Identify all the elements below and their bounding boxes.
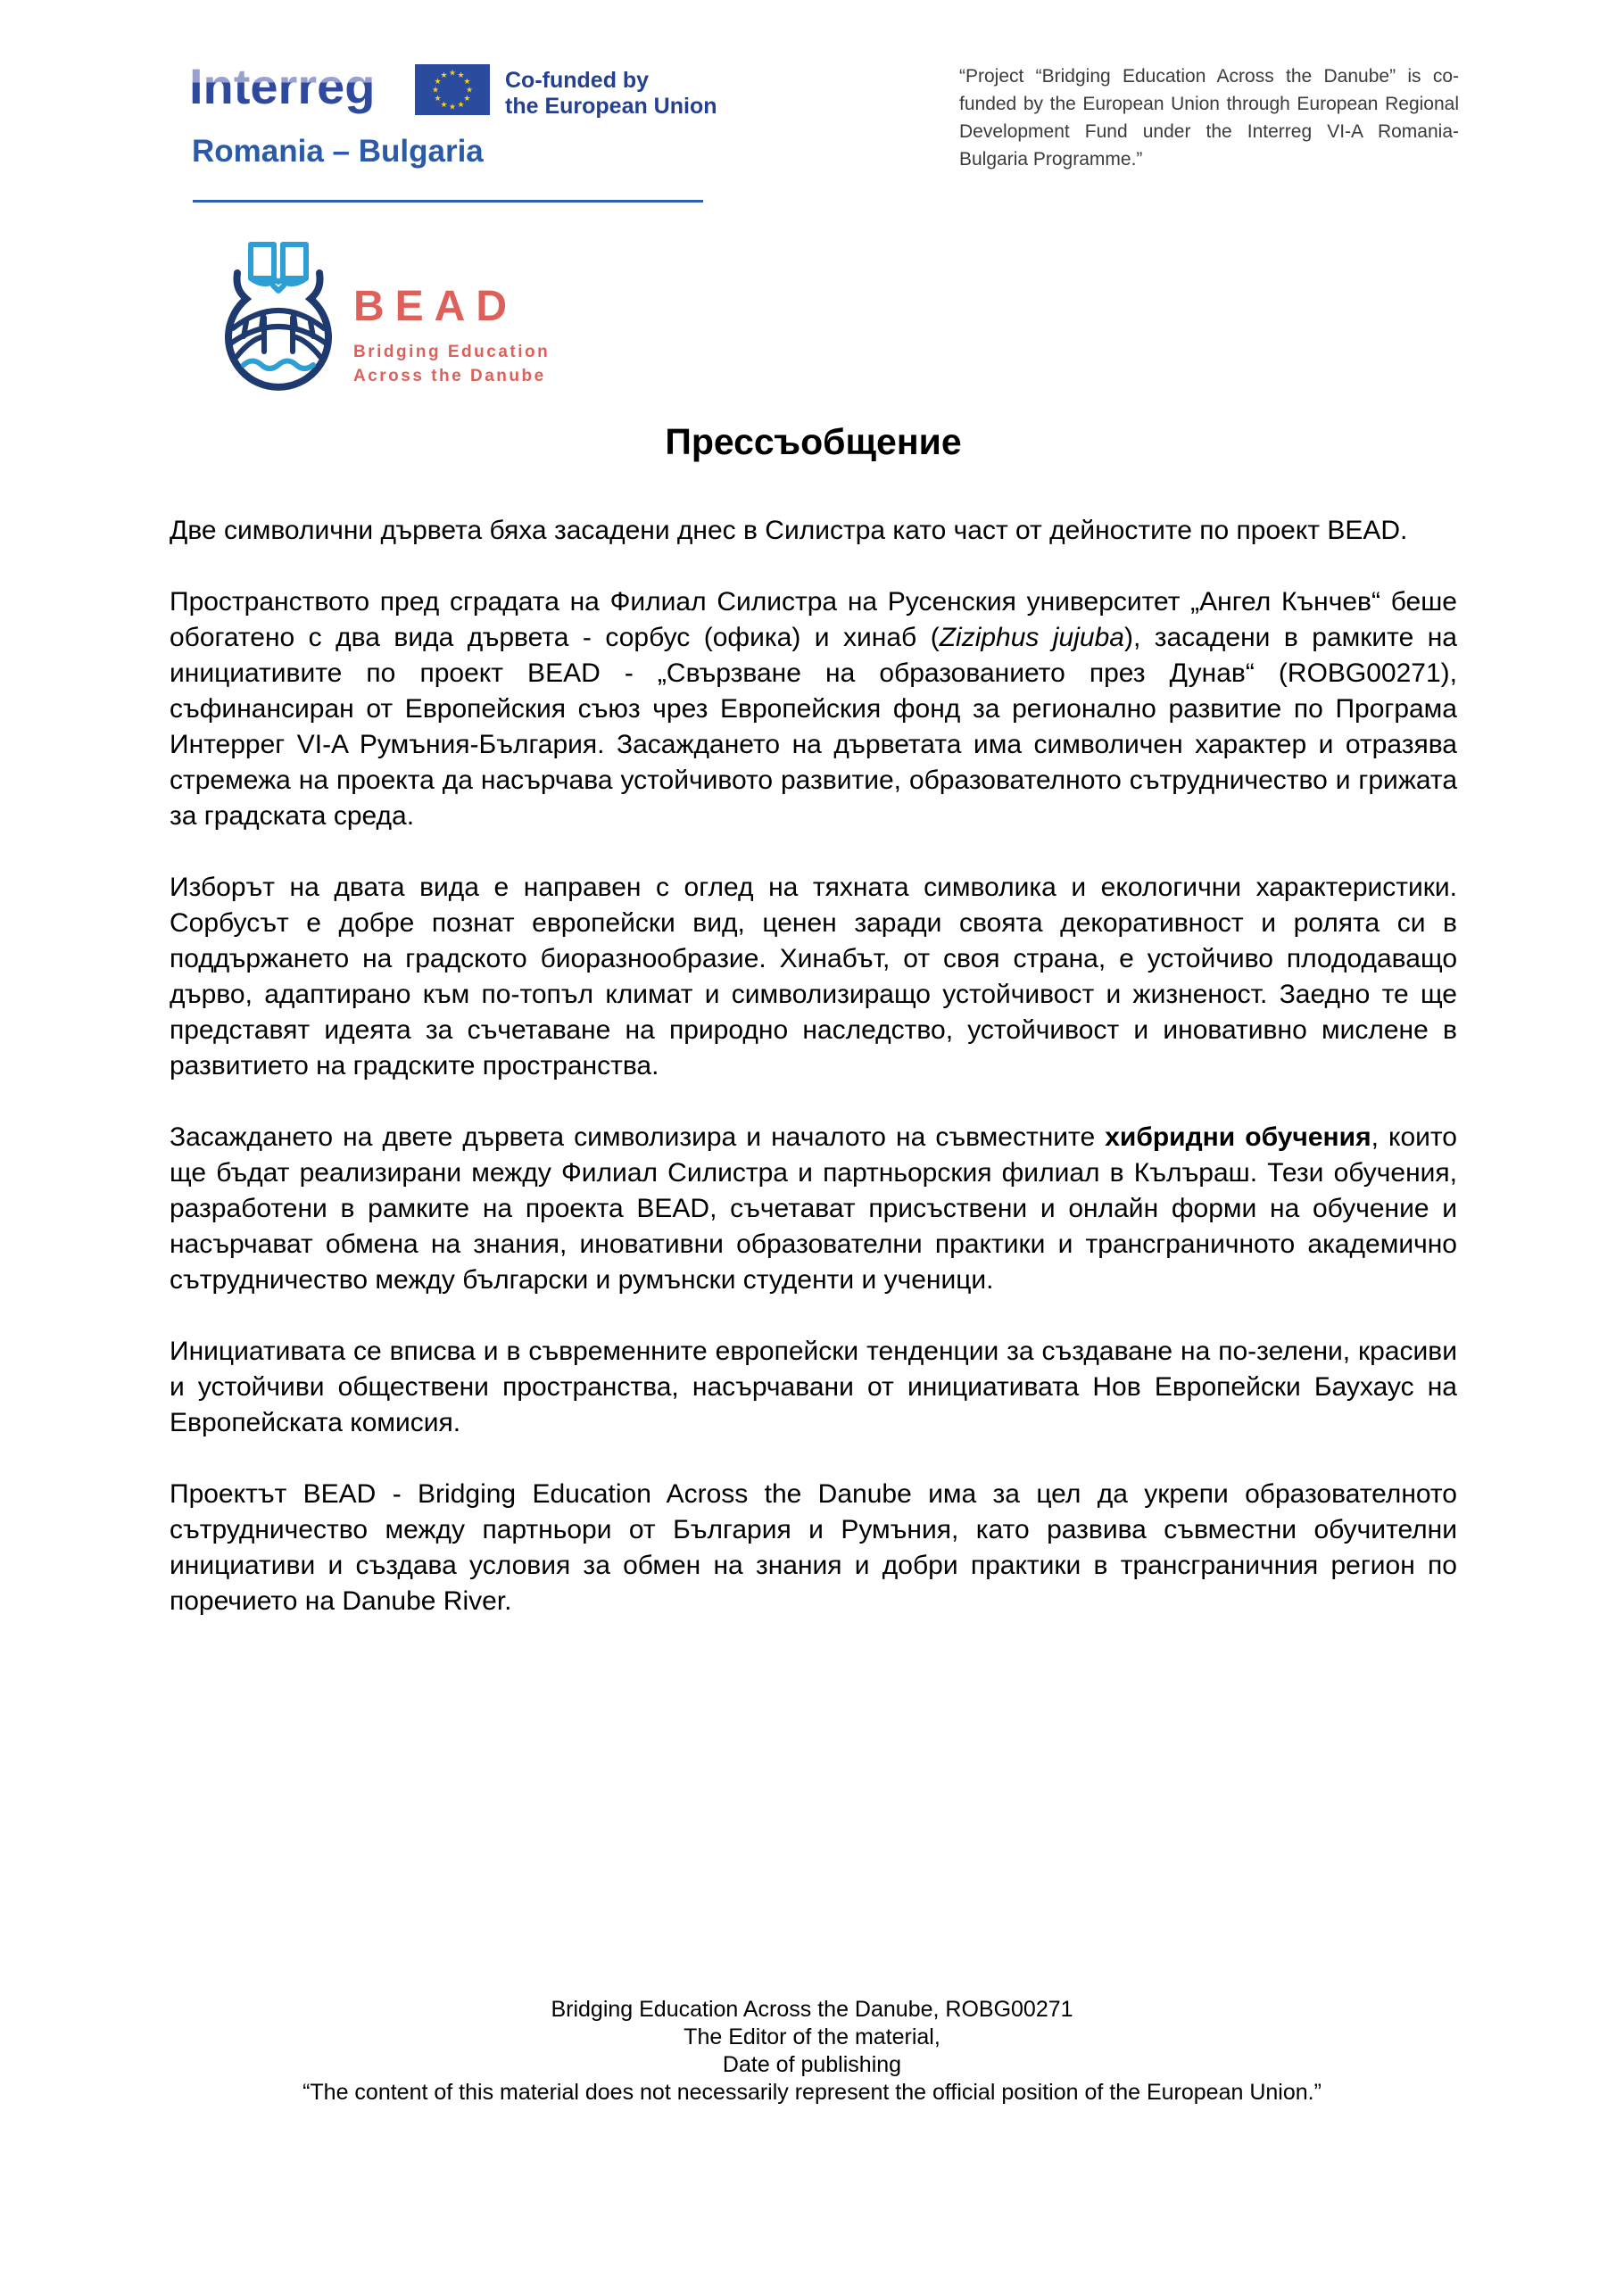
paragraph bbox=[170, 870, 1457, 1084]
bead-tagline bbox=[353, 340, 550, 388]
footer-date-line: Date of publishing bbox=[722, 2052, 902, 2077]
eu-star-icon: ★ bbox=[434, 94, 442, 103]
eu-star-icon: ★ bbox=[463, 94, 471, 103]
interreg-logo: Interreg bbox=[189, 58, 376, 114]
bead-tagline-line1: Bridging Education bbox=[353, 343, 551, 361]
header-divider bbox=[193, 200, 703, 203]
paragraph bbox=[170, 513, 1457, 549]
eu-star-icon: ★ bbox=[465, 85, 474, 95]
bead-logo-text bbox=[353, 282, 550, 388]
eu-star-icon: ★ bbox=[457, 99, 465, 109]
eu-cofunded-line2: the European Union bbox=[505, 94, 717, 119]
document-body bbox=[170, 421, 1457, 1619]
footer bbox=[0, 1996, 1624, 2107]
paragraph-segment: Пространството пред сградата на Филиал Силистра на Русенския университет „Ангел Кънчев“ беше обогатено с два вида дървета - сорбус (офика) и хинаб ( bbox=[170, 587, 1457, 652]
footer-disclaimer-line: “The content of this material does not necessarily represent the official position of the European Union.” bbox=[302, 2080, 1322, 2105]
paragraph-segment: хибридни обучения bbox=[1105, 1122, 1371, 1152]
paragraph-segment: Инициативата се вписва и в съвременните европейски тенденции за създаване на по-зелени, красиви и устойчиви обществени пространства, насърчавани от инициативата Нов Европейски Баухаус на Европейската комисия. bbox=[170, 1337, 1457, 1437]
bead-acronym: BEAD bbox=[353, 283, 518, 330]
wave-icon bbox=[244, 361, 313, 369]
paragraph bbox=[170, 1120, 1457, 1298]
paragraph-segment: Две символични дървета бяха засадени днес в Силистра като част от дейностите по проект BEAD. bbox=[170, 516, 1408, 545]
eu-star-icon: ★ bbox=[448, 102, 457, 112]
eu-flag-icon bbox=[415, 64, 490, 115]
paragraph-segment: , които ще бъдат реализирани между Филиал Силистра и партньорския филиал в Кълъраш. Тези обучения, разработени в рамките на проекта BEAD, съчетават присъствени и онлайн форми на обучение и насърчават обмена на знания, иновативни образователни практики и трансграничното академично сътрудничество между български и румънски студенти и ученици. bbox=[170, 1122, 1457, 1295]
eu-cofunded-line1: Co-funded by bbox=[505, 68, 650, 93]
paragraph bbox=[170, 1334, 1457, 1441]
bead-tagline-line2: Across the Danube bbox=[353, 367, 546, 385]
paragraph-segment: ), засадени в рамките на инициативите по проект BEAD - „Свързване на образованието през Дунав“ (ROBG00271), съфинансиран от Европейския съюз чрез Европейския фонд за регионално развитие по Програма Интеррег VI-A Румъния-България. Засаждането на дърветата има символичен характер и отразява стремежа на проекта да насърчава устойчивото развитие, образователното сътрудничество и грижата за градската среда. bbox=[170, 623, 1457, 831]
eu-star-icon: ★ bbox=[431, 85, 440, 95]
paragraph-segment: Изборът на двата вида е направен с оглед на тяхната символика и екологични характеристики. Сорбусът е добре познат европейски вид, ценен заради своята декоративност и ролята си в поддържането на градското биоразнообразие. Хинабът, от своя страна, е устойчиво плододаващо дърво, адаптирано към по-топъл климат и символизиращо устойчивост и жизненост. Заедно те ще представят идеята за съчетаване на природно наследство, устойчивост и иновативно мислене в развитието на градските пространства. bbox=[170, 873, 1457, 1080]
paragraph-segment: Ziziphus jujuba bbox=[939, 623, 1124, 652]
eu-cofunded-label bbox=[505, 68, 717, 120]
eu-star-icon: ★ bbox=[457, 70, 465, 80]
paragraph bbox=[170, 584, 1457, 834]
eu-star-icon: ★ bbox=[463, 77, 471, 86]
bridge-icon bbox=[229, 310, 327, 357]
paragraphs bbox=[170, 513, 1457, 1619]
eu-star-icon: ★ bbox=[440, 99, 448, 109]
footer-editor-line: The Editor of the material, bbox=[684, 2024, 940, 2049]
paragraph bbox=[170, 1477, 1457, 1619]
funding-disclaimer: “Project “Bridging Education Across the Danube” is co-funded by the European Union through European Regional Development Fund under the Interreg VI-A Romania-Bulgaria Programme.” bbox=[959, 66, 1459, 170]
paragraph-segment: Засаждането на двете дървета символизира и началото на съвместните bbox=[170, 1122, 1106, 1152]
footer-project-line: Bridging Education Across the Danube, ROBG00271 bbox=[551, 1997, 1073, 2022]
page-title: Прессъобщение bbox=[665, 421, 962, 462]
eu-star-icon: ★ bbox=[448, 68, 457, 78]
bead-logo-icon bbox=[217, 236, 342, 396]
book-icon bbox=[251, 244, 306, 291]
paragraph-segment: Проектът BEAD - Bridging Education Across the Danube има за цел да укрепи образователното сътрудничество между партньори от България и Румъния, като развива съвместни обучителни инициативи и създава условия за обмен на знания и добри практики в трансграничния регион по поречието на Danube River. bbox=[170, 1479, 1457, 1616]
programme-name: Romania – Bulgaria bbox=[192, 134, 484, 169]
eu-star-icon: ★ bbox=[434, 77, 442, 86]
eu-star-icon: ★ bbox=[440, 70, 448, 80]
